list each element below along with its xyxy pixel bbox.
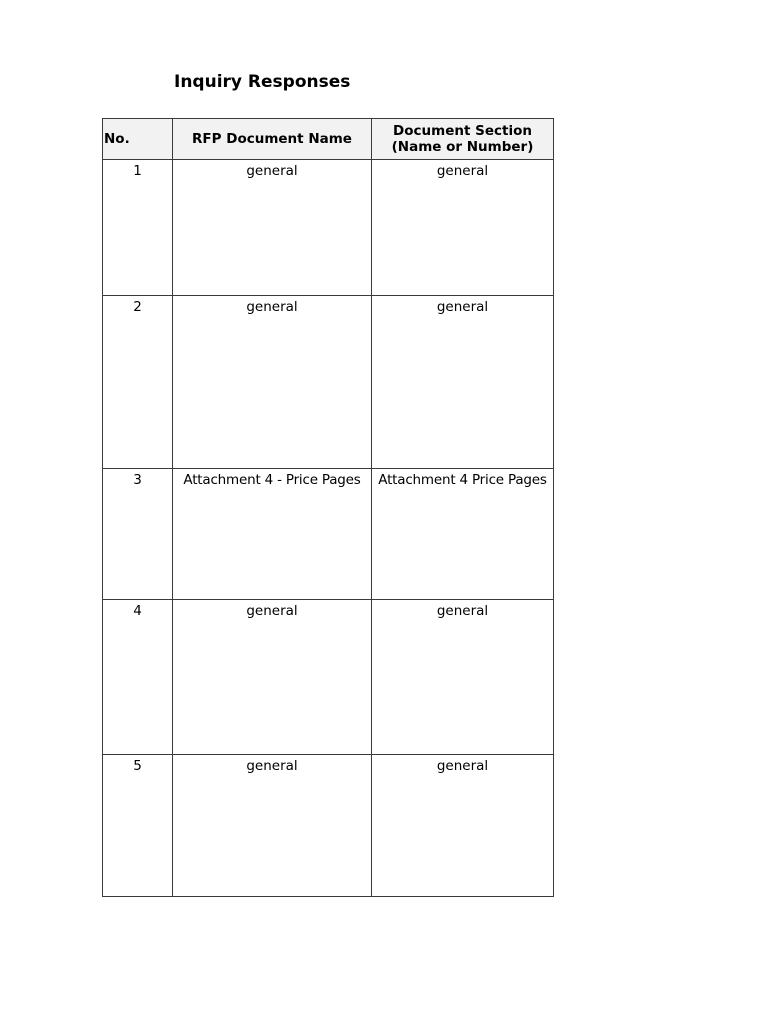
table-row — [103, 296, 554, 469]
table-row — [103, 160, 554, 296]
row-number: 5 — [103, 755, 173, 897]
rfp-document-name-cell: Attachment 4 - Price Pages — [173, 469, 372, 600]
header-no: No. — [103, 119, 173, 160]
document-section-cell: general — [372, 160, 554, 296]
row-number: 2 — [103, 296, 173, 469]
page-title: Inquiry Responses — [174, 72, 351, 92]
header-document-section-line1: Document Section — [393, 123, 532, 139]
table-row — [103, 469, 554, 600]
rfp-document-name-cell: general — [173, 600, 372, 755]
row-number: 1 — [103, 160, 173, 296]
row-number: 4 — [103, 600, 173, 755]
document-section-cell: general — [372, 600, 554, 755]
inquiry-responses-table — [102, 118, 554, 897]
document-section-cell: general — [372, 755, 554, 897]
row-number: 3 — [103, 469, 173, 600]
header-rfp-document-name: RFP Document Name — [173, 119, 372, 160]
header-document-section — [372, 119, 554, 160]
rfp-document-name-cell: general — [173, 296, 372, 469]
table-row — [103, 600, 554, 755]
rfp-document-name-cell: general — [173, 755, 372, 897]
document-section-cell: general — [372, 296, 554, 469]
document-section-cell: Attachment 4 Price Pages — [372, 469, 554, 600]
rfp-document-name-cell: general — [173, 160, 372, 296]
table-header-row — [103, 119, 554, 160]
table-row — [103, 755, 554, 897]
header-document-section-line2: (Name or Number) — [391, 139, 534, 155]
